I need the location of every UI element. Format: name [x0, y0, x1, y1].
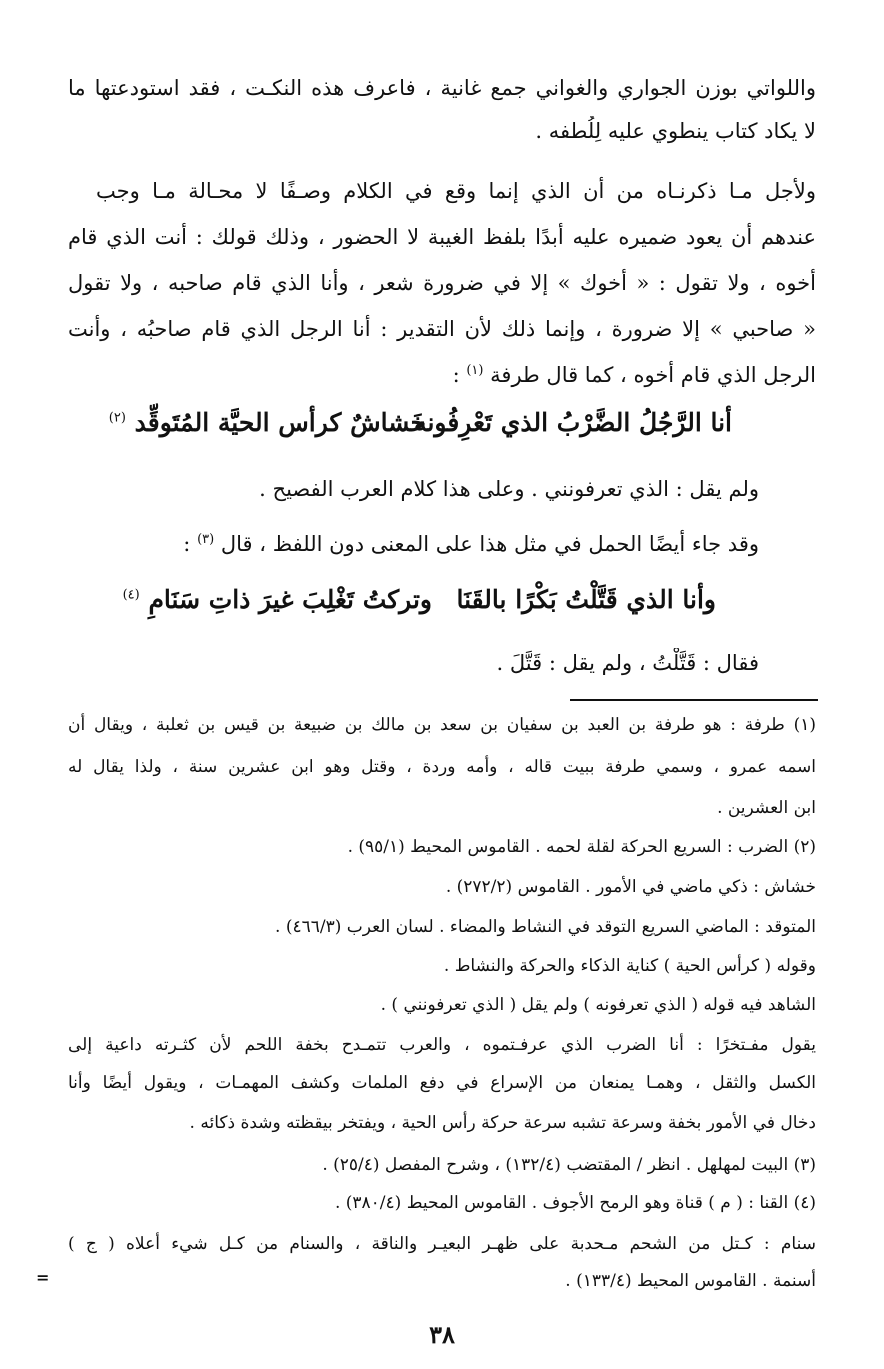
footnote-ref-3: (٣) — [197, 532, 215, 547]
body-line-1: واللواتي بوزن الجواري والغواني جمع غانية ، فاعرف هذه النكـت ، فقد استودعتها ما — [68, 76, 816, 100]
footnote-2-line-2: خشاش : ذكي ماضي في الأمور . القاموس (٢٧٢/٢) . — [445, 877, 816, 897]
body-line-3: ولأجل مـا ذكرنـاه من أن الذي إنما وقع في الكلام وصـفًا لا محـالة مـا وجب — [96, 179, 816, 203]
footnote-1-line-2: اسمه عمرو ، وسمي طرفة ببيت قاله ، وأمه وردة ، وقتل وهو ابن عشرين سنة ، ولذا يقال له — [68, 757, 816, 777]
verse-2-second-hemistich: وتركتُ تَغْلِبَ غيرَ ذاتِ سَنَامِ $^{(٤)}$ — [122, 585, 432, 614]
footnote-2-line-4: وقوله ( كرأس الحية ) كناية الذكاء والحركة والنشاط . — [443, 956, 816, 976]
footnote-1-line-1: (١) طرفة : هو طرفة بن العبد بن سفيان بن سعد بن مالك بن ضبيعة بن قيس بن ثعلبة ، ويقال أن — [68, 715, 816, 735]
footnote-ref-2: (٢) — [108, 410, 126, 426]
footnote-4-line-1: (٤) القنا : ( م ) قناة وهو الرمح الأجوف . القاموس المحيط (٣٨٠/٤) . — [334, 1193, 816, 1213]
body-line-2: لا يكاد كتاب ينطوي عليه لِلُطفه . — [535, 119, 816, 143]
body-line-5: أخوه ، ولا تقول : « أخوك » إلا في ضرورة شعر ، وأنا الذي قام صاحبه ، ولا تقول — [68, 271, 816, 295]
body-line-7-text: الرجل الذي قام أخوه ، كما قال طرفة — [490, 363, 816, 387]
footnote-4-line-3: أسنمة . القاموس المحيط (١٣٣/٤) . — [565, 1271, 816, 1291]
body-line-7 — [453, 360, 816, 392]
footnote-2-line-1: (٢) الضرب : السريع الحركة لقلة لحمه . القاموس المحيط (٩٥/١) . — [347, 837, 816, 857]
footnote-2-line-3: المتوقد : الماضي السريع التوقد في النشاط والمضاء . لسان العرب (٤٦٦/٣) . — [275, 917, 816, 937]
footnote-2-line-8: دخال في الأمور بخفة وسرعة تشبه سرعة حركة رأس الحية ، ويفتخر بيقظته وشدة ذكائه . — [189, 1113, 816, 1133]
page-number: ٣٨ — [429, 1320, 455, 1349]
body-line-4: عندهم أن يعود ضميره عليه أبدًا بلفظ الغيبة لا الحضور ، وذلك قولك : أنت الذي قام — [68, 225, 816, 249]
after-verse-1: ولم يقل : الذي تعرفونني . وعلى هذا كلام العرب الفصيح . — [259, 477, 759, 501]
footnote-separator — [570, 699, 818, 701]
footnote-2-line-7: الكسل والثقل ، وهمـا يمنعان من الإسراع في دفع الملمات وكشف المهمـات ، ويقول أيضًا وأنا — [68, 1073, 816, 1093]
footnote-4-line-2: سنام : كـتل من الشحم مـحدبة على ظهـر البعيـر والناقة ، والسنام من كـل شيء أعلاه ( ج ) — [68, 1234, 816, 1254]
footnote-3-line-1: (٣) البيت لمهلهل . انظر / المقتضب (١٣٢/٤) ، وشرح المفصل (٢٥/٤) . — [322, 1155, 816, 1175]
footnote-ref-1: (١) — [466, 363, 484, 378]
verse-1-second-hemistich: خَشاشٌ كرأس الحيَّة المُتَوقِّد $^{(٢)}$ — [108, 408, 426, 437]
after-verse-2: فقال : قَتَّلْتُ ، ولم يقل : قَتَّلَ . — [496, 651, 759, 675]
margin-mark: = — [36, 1268, 50, 1287]
footnote-2-line-6: يقول مفـتخرًا : أنا الضرب الذي عرفـتموه ، والعرب تتمـدح بخفة اللحم لأن كثـرته داعية إلى — [68, 1035, 816, 1055]
colon: : — [452, 363, 460, 387]
footnote-2-line-5: الشاهد فيه قوله ( الذي تعرفونه ) ولم يقل ( الذي تعرفونني ) . — [380, 995, 816, 1015]
body-line-6: « صاحبي » إلا ضرورة ، وإنما ذلك لأن التقدير : أنا الرجل الذي قام صاحبُه ، وأنت — [68, 317, 816, 341]
footnote-ref-4: (٤) — [122, 587, 140, 603]
verse-2-first-hemistich: وأنا الذي قَتَّلْتُ بَكْرًا بالقَنَا — [456, 585, 716, 614]
footnote-1-line-3: ابن العشرين . — [717, 798, 816, 818]
before-verse-2: وقد جاء أيضًا الحمل في مثل هذا على المعنى دون اللفظ ، قال $^{(٣)}$ : — [183, 532, 759, 556]
verse-1-first-hemistich: أنا الرَّجُلُ الضَّرْبُ الذي تَعْرِفُونه — [414, 408, 732, 437]
